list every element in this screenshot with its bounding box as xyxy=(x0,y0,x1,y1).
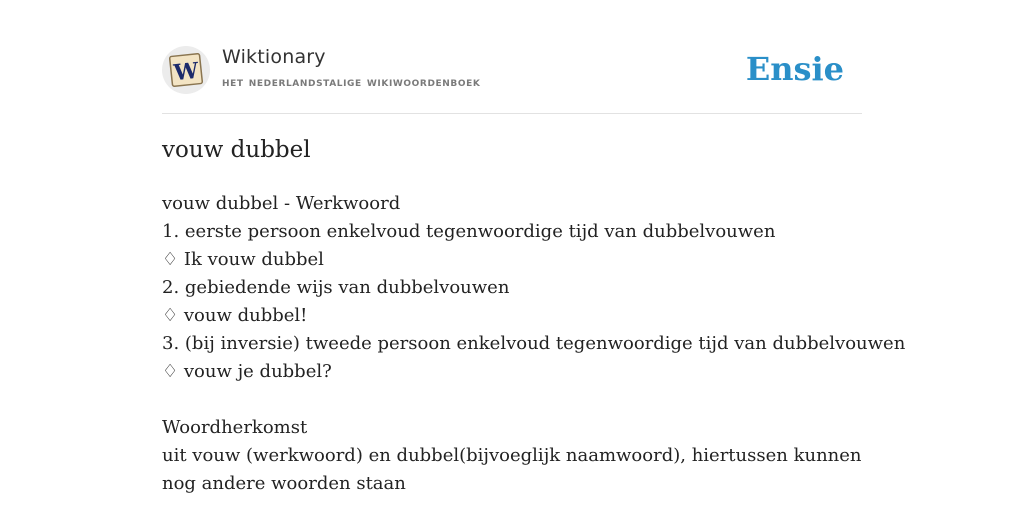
page xyxy=(162,0,906,494)
entry-title: vouw dubbel xyxy=(162,137,311,163)
entry-line: ♢ Ik vouw dubbel xyxy=(162,249,324,270)
entry-line: ♢ vouw dubbel! xyxy=(162,305,308,326)
etymology-text: uit vouw (werkwoord) en dubbel(bijvoeglijk naamwoord), hiertussen kunnen nog andere woorden staan xyxy=(162,445,862,494)
entry-line: ♢ vouw je dubbel? xyxy=(162,361,332,382)
logo-letter: W xyxy=(172,57,200,87)
site-header xyxy=(162,0,862,114)
site-subtitle: het nederlandstalige wikiwoordenboek xyxy=(222,75,481,90)
etymology-heading: Woordherkomst xyxy=(162,417,308,438)
entry-body xyxy=(162,190,906,498)
spacer xyxy=(162,386,862,414)
entry-line: vouw dubbel - Werkwoord xyxy=(162,193,401,214)
entry-line: 2. gebiedende wijs van dubbelvouwen xyxy=(162,277,510,298)
entry-line: 1. eerste persoon enkelvoud tegenwoordige tijd van dubbelvouwen xyxy=(162,221,776,242)
site-title[interactable]: Wiktionary xyxy=(222,46,326,68)
puzzle-tile-icon xyxy=(168,52,204,88)
entry-line: 3. (bij inversie) tweede persoon enkelvoud tegenwoordige tijd van dubbelvouwen xyxy=(162,333,906,354)
wiktionary-logo[interactable] xyxy=(162,46,210,94)
ensie-link[interactable]: Ensie xyxy=(745,50,844,88)
